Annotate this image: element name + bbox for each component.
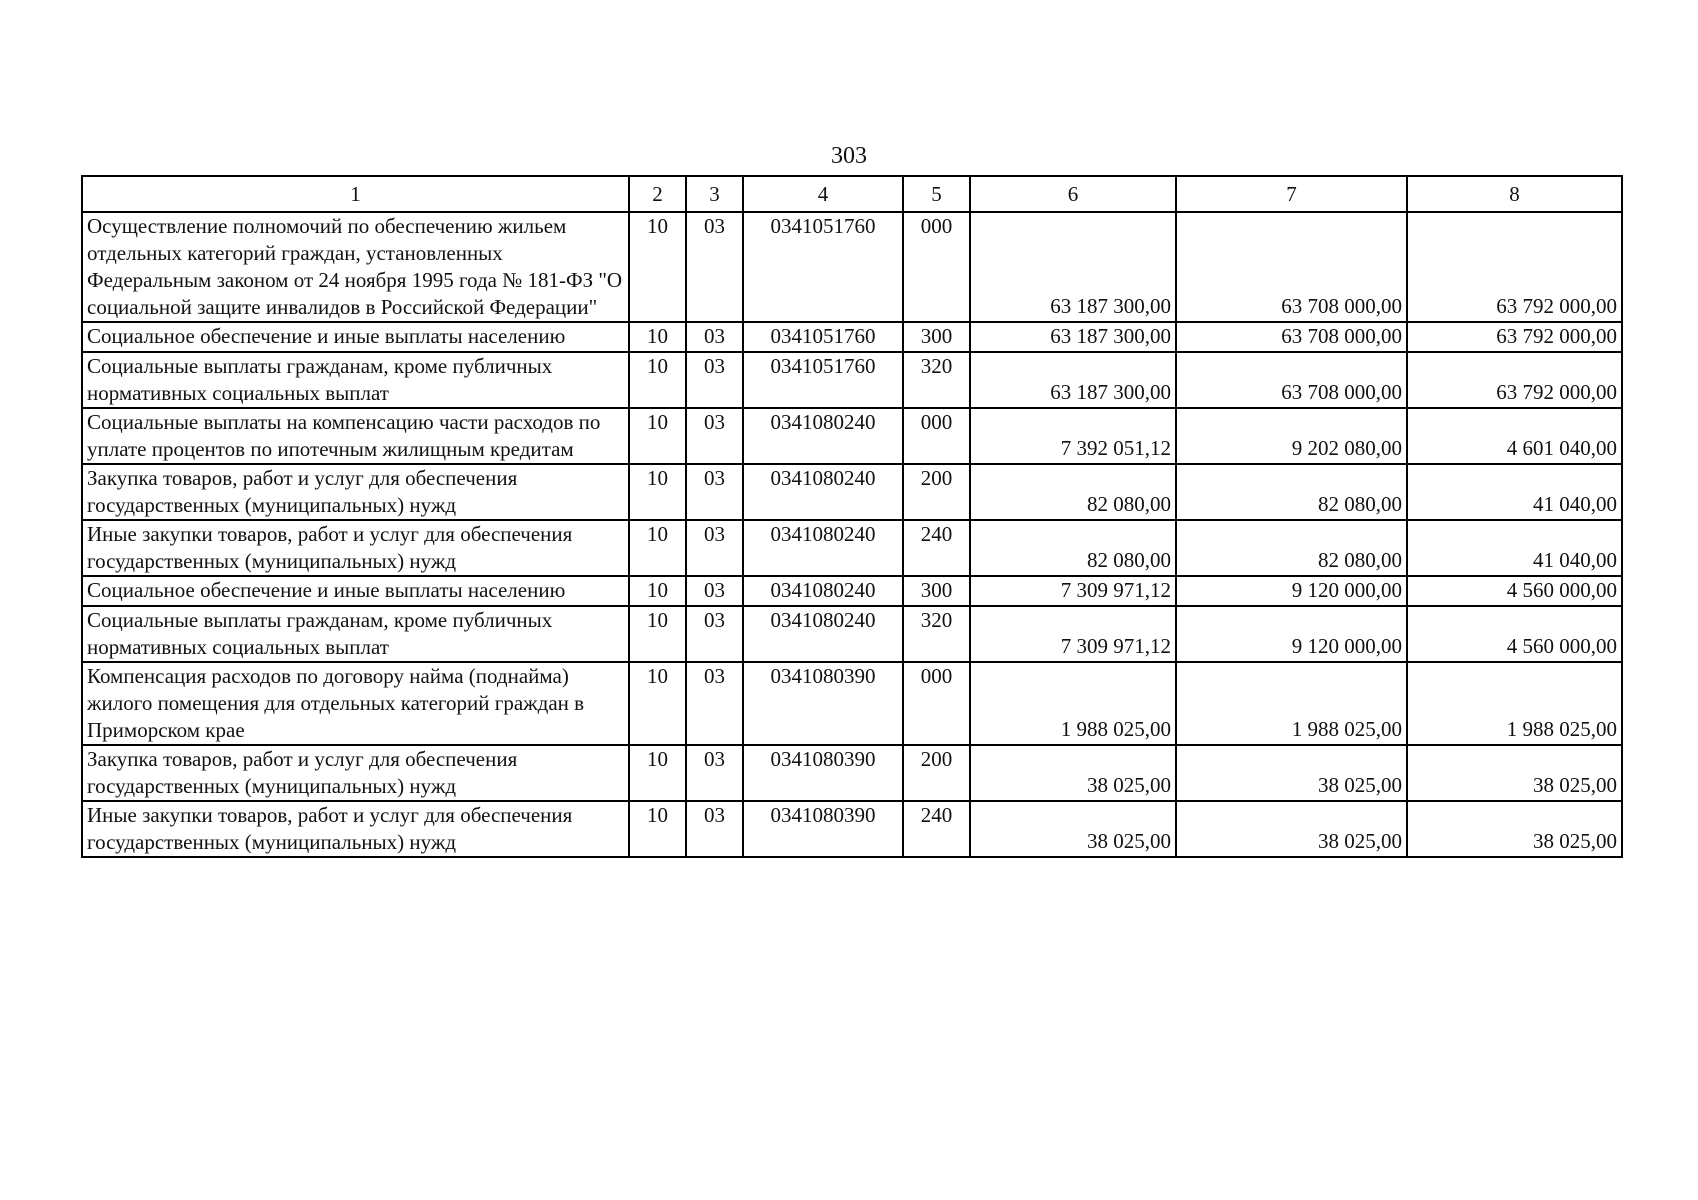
target-article-cell: 0341080240: [743, 408, 903, 464]
target-article-cell: 0341051760: [743, 212, 903, 322]
expense-name-cell: Иные закупки товаров, работ и услуг для обеспечения государственных (муниципальных) нужд: [82, 520, 629, 576]
expense-name-cell: Осуществление полномочий по обеспечению жильем отдельных категорий граждан, установленных Федеральным законом от 24 ноября 1995 года № 181-ФЗ "О социальной защите инвалидов в Российской Федерации": [82, 212, 629, 322]
section-code-cell: 10: [629, 801, 686, 857]
target-article-cell: 0341080240: [743, 464, 903, 520]
expense-name-cell: Иные закупки товаров, работ и услуг для обеспечения государственных (муниципальных) нужд: [82, 801, 629, 857]
amount-cell: 82 080,00: [1176, 464, 1407, 520]
amount-cell: 63 708 000,00: [1176, 352, 1407, 408]
section-code-cell: 10: [629, 322, 686, 352]
amount-cell: 41 040,00: [1407, 520, 1622, 576]
subsection-code-cell: 03: [686, 801, 743, 857]
amount-cell: 63 792 000,00: [1407, 212, 1622, 322]
amount-cell: 7 309 971,12: [970, 606, 1176, 662]
section-code-cell: 10: [629, 352, 686, 408]
header-row: [82, 176, 1622, 212]
amount-cell: 38 025,00: [970, 801, 1176, 857]
table-row: [82, 576, 1622, 606]
subsection-code-cell: 03: [686, 662, 743, 745]
amount-cell: 63 187 300,00: [970, 322, 1176, 352]
table-row: [82, 520, 1622, 576]
expense-type-cell: 200: [903, 464, 970, 520]
amount-cell: 4 560 000,00: [1407, 606, 1622, 662]
amount-cell: 1 988 025,00: [1407, 662, 1622, 745]
amount-cell: 38 025,00: [1407, 745, 1622, 801]
subsection-code-cell: 03: [686, 520, 743, 576]
subsection-code-cell: 03: [686, 745, 743, 801]
header-cell: 3: [686, 176, 743, 212]
expense-name-cell: Социальное обеспечение и иные выплаты населению: [82, 576, 629, 606]
expense-name-cell: Социальные выплаты на компенсацию части расходов по уплате процентов по ипотечным жилищным кредитам: [82, 408, 629, 464]
target-article-cell: 0341051760: [743, 322, 903, 352]
expense-type-cell: 300: [903, 322, 970, 352]
target-article-cell: 0341080390: [743, 801, 903, 857]
section-code-cell: 10: [629, 408, 686, 464]
header-cell: 5: [903, 176, 970, 212]
expense-name-cell: Закупка товаров, работ и услуг для обеспечения государственных (муниципальных) нужд: [82, 464, 629, 520]
target-article-cell: 0341051760: [743, 352, 903, 408]
expense-type-cell: 300: [903, 576, 970, 606]
amount-cell: 38 025,00: [1407, 801, 1622, 857]
budget-table: [81, 175, 1623, 858]
amount-cell: 7 392 051,12: [970, 408, 1176, 464]
table-row: [82, 322, 1622, 352]
target-article-cell: 0341080390: [743, 662, 903, 745]
table-row: [82, 352, 1622, 408]
amount-cell: 63 708 000,00: [1176, 212, 1407, 322]
header-cell: 6: [970, 176, 1176, 212]
target-article-cell: 0341080240: [743, 576, 903, 606]
table-row: [82, 745, 1622, 801]
subsection-code-cell: 03: [686, 576, 743, 606]
amount-cell: 41 040,00: [1407, 464, 1622, 520]
subsection-code-cell: 03: [686, 352, 743, 408]
header-cell: 4: [743, 176, 903, 212]
expense-type-cell: 240: [903, 801, 970, 857]
target-article-cell: 0341080390: [743, 745, 903, 801]
expense-name-cell: Закупка товаров, работ и услуг для обеспечения государственных (муниципальных) нужд: [82, 745, 629, 801]
target-article-cell: 0341080240: [743, 520, 903, 576]
table-row: [82, 212, 1622, 322]
amount-cell: 63 792 000,00: [1407, 322, 1622, 352]
section-code-cell: 10: [629, 662, 686, 745]
page-number: 303: [831, 143, 867, 169]
table-row: [82, 464, 1622, 520]
amount-cell: 1 988 025,00: [970, 662, 1176, 745]
expense-type-cell: 000: [903, 212, 970, 322]
header-cell: 8: [1407, 176, 1622, 212]
expense-type-cell: 240: [903, 520, 970, 576]
section-code-cell: 10: [629, 520, 686, 576]
amount-cell: 38 025,00: [970, 745, 1176, 801]
expense-name-cell: Социальные выплаты гражданам, кроме публичных нормативных социальных выплат: [82, 606, 629, 662]
amount-cell: 9 120 000,00: [1176, 576, 1407, 606]
amount-cell: 82 080,00: [970, 520, 1176, 576]
amount-cell: 63 708 000,00: [1176, 322, 1407, 352]
subsection-code-cell: 03: [686, 606, 743, 662]
amount-cell: 82 080,00: [1176, 520, 1407, 576]
amount-cell: 63 187 300,00: [970, 212, 1176, 322]
header-cell: 2: [629, 176, 686, 212]
subsection-code-cell: 03: [686, 408, 743, 464]
amount-cell: 1 988 025,00: [1176, 662, 1407, 745]
expense-type-cell: 000: [903, 408, 970, 464]
section-code-cell: 10: [629, 576, 686, 606]
section-code-cell: 10: [629, 212, 686, 322]
table-row: [82, 408, 1622, 464]
expense-type-cell: 320: [903, 606, 970, 662]
expense-type-cell: 320: [903, 352, 970, 408]
section-code-cell: 10: [629, 606, 686, 662]
header-cell: 1: [82, 176, 629, 212]
table-row: [82, 801, 1622, 857]
section-code-cell: 10: [629, 745, 686, 801]
amount-cell: 4 601 040,00: [1407, 408, 1622, 464]
amount-cell: 4 560 000,00: [1407, 576, 1622, 606]
table-row: [82, 662, 1622, 745]
expense-name-cell: Социальные выплаты гражданам, кроме публичных нормативных социальных выплат: [82, 352, 629, 408]
expense-type-cell: 200: [903, 745, 970, 801]
expense-name-cell: Социальное обеспечение и иные выплаты населению: [82, 322, 629, 352]
amount-cell: 38 025,00: [1176, 745, 1407, 801]
expense-name-cell: Компенсация расходов по договору найма (поднайма) жилого помещения для отдельных категорий граждан в Приморском крае: [82, 662, 629, 745]
amount-cell: 63 187 300,00: [970, 352, 1176, 408]
amount-cell: 9 202 080,00: [1176, 408, 1407, 464]
amount-cell: 38 025,00: [1176, 801, 1407, 857]
expense-type-cell: 000: [903, 662, 970, 745]
amount-cell: 9 120 000,00: [1176, 606, 1407, 662]
header-cell: 7: [1176, 176, 1407, 212]
target-article-cell: 0341080240: [743, 606, 903, 662]
section-code-cell: 10: [629, 464, 686, 520]
subsection-code-cell: 03: [686, 322, 743, 352]
table-row: [82, 606, 1622, 662]
subsection-code-cell: 03: [686, 464, 743, 520]
amount-cell: 7 309 971,12: [970, 576, 1176, 606]
amount-cell: 63 792 000,00: [1407, 352, 1622, 408]
table-body: [82, 212, 1622, 857]
subsection-code-cell: 03: [686, 212, 743, 322]
amount-cell: 82 080,00: [970, 464, 1176, 520]
